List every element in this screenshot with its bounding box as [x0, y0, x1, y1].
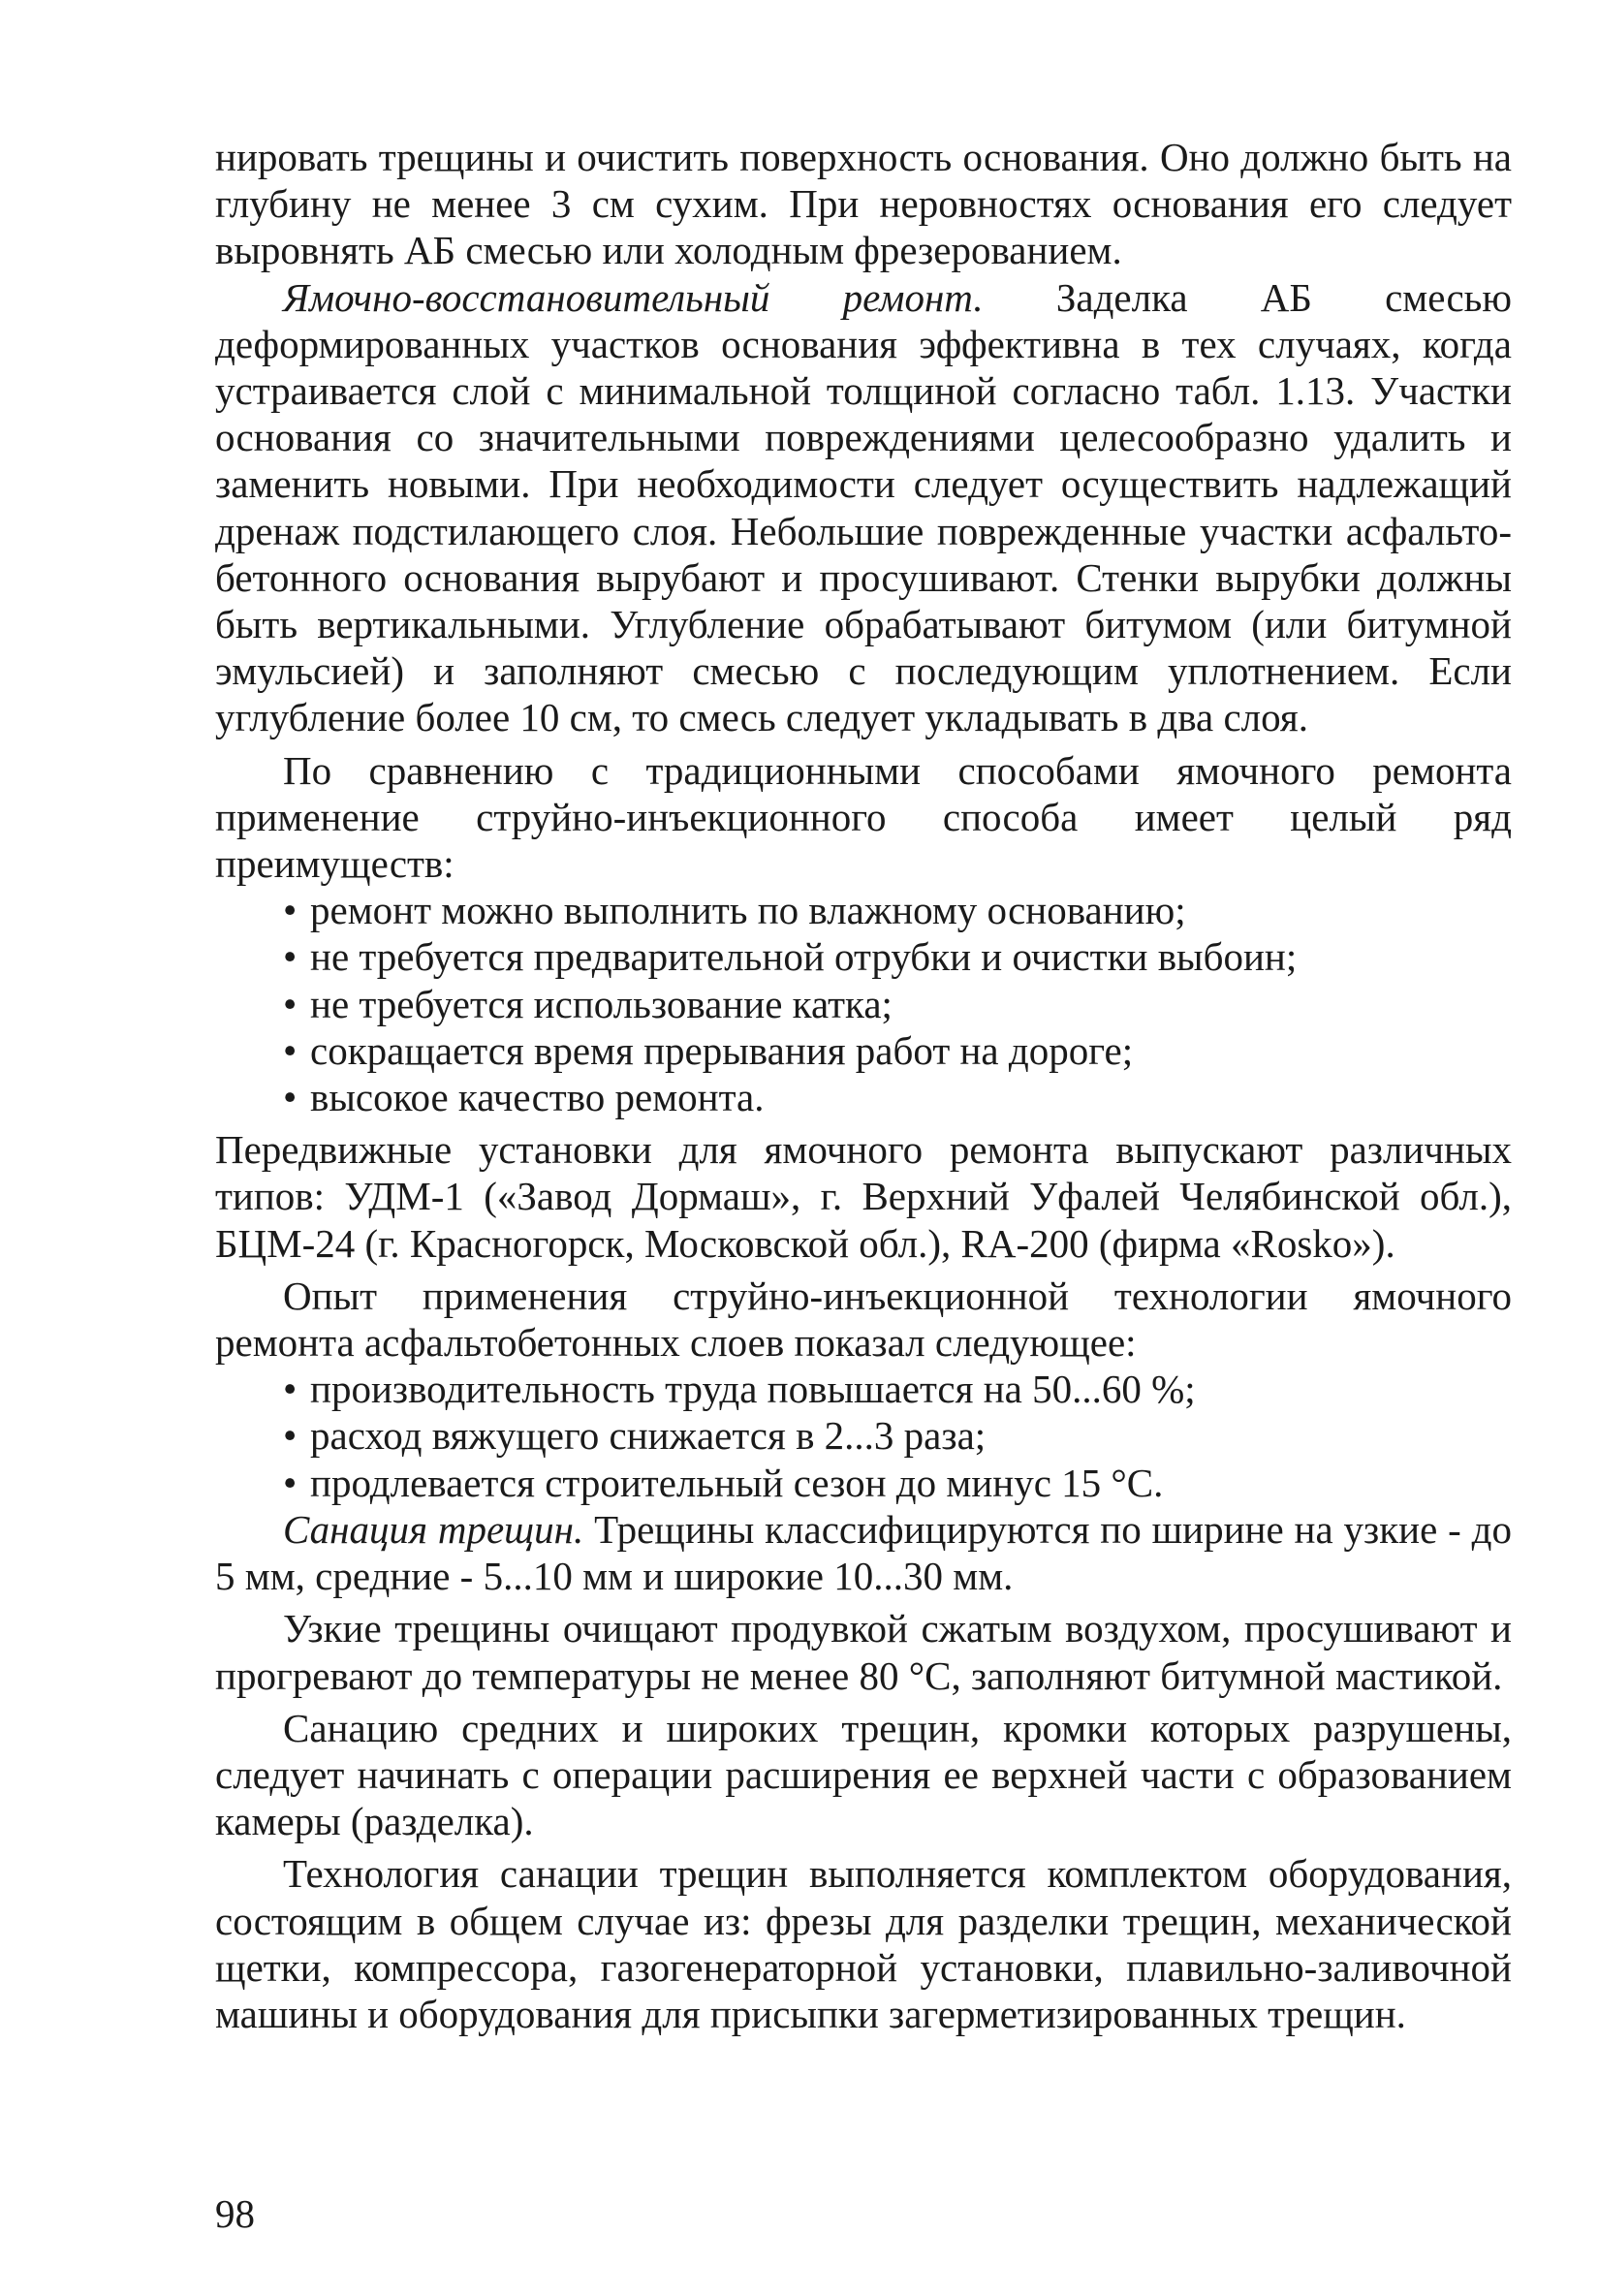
bullet-icon: • — [283, 934, 298, 980]
results-list — [215, 1366, 1512, 1506]
list-item — [215, 1412, 1512, 1459]
list-item — [215, 933, 1512, 980]
bullet-icon: • — [283, 1460, 298, 1505]
paragraph-pothole-repair — [215, 274, 1512, 741]
list-item-text: продлевается строительный сезон до минус 15 °С. — [310, 1460, 1164, 1505]
bullet-icon: • — [283, 1075, 298, 1120]
paragraph-pothole-repair-text: Заделка АБ смесью деформированных участков основания эффективна в тех случаях, когда устраивается слой с минимальной толщиной согласно табл. 1.13. Участки основания со значительными повреждениями целесообразно удалить и заменить новыми. При необходимости следует осуществить надлежащий дренаж подстилающего слоя. Небольшие поврежденные участки асфальто-бетонного основания вырубают и просушивают. Стенки вырубки должны быть вертикальными. Углубление обрабатывают битумом (или битумной эмульсией) и заполняют смесью с последующим уплотнением. Если углубление более 10 см, то смесь следует укладывать в два слоя. — [215, 274, 1512, 740]
bullet-icon: • — [283, 888, 298, 933]
list-item-text: высокое качество ремонта. — [310, 1075, 765, 1120]
bullet-icon: • — [283, 1367, 298, 1412]
paragraph-advantages-intro: По сравнению с традиционными способами ямочного ремонта применение струйно-инъекционного способа имеет целый ряд преимуществ: — [215, 747, 1512, 887]
paragraph-experience: Опыт применения струйно-инъекционной технологии ямочного ремонта асфальтобетонных слоев показал следующее: — [215, 1273, 1512, 1366]
paragraph-crack-sealing — [215, 1506, 1512, 1599]
list-item-text: расход вяжущего снижается в 2...3 раза; — [310, 1413, 987, 1459]
list-item-text: не требуется использование катка; — [310, 981, 893, 1026]
paragraph-wide-cracks: Санацию средних и широких трещин, кромки которых разрушены, следует начинать с операции расширения ее верхней части с образованием камеры (разделка). — [215, 1705, 1512, 1844]
section-title-pothole-repair: Ямочно-восстановительный ремонт. — [283, 274, 984, 320]
section-title-crack-sealing: Санация трещин. — [283, 1506, 584, 1552]
list-item — [215, 981, 1512, 1027]
list-item-text: не требуется предварительной отрубки и очистки выбоин; — [310, 934, 1298, 980]
list-item — [215, 1074, 1512, 1120]
bullet-icon: • — [283, 981, 298, 1026]
paragraph-narrow-cracks: Узкие трещины очищают продувкой сжатым воздухом, просушивают и прогревают до температуры не менее 80 °С, заполняют битумной мастикой. — [215, 1606, 1512, 1698]
list-item-text: производительность труда повышается на 50...60 %; — [310, 1367, 1196, 1412]
list-item — [215, 1460, 1512, 1506]
bullet-icon: • — [283, 1027, 298, 1073]
paragraph-mobile-units: Передвижные установки для ямочного ремонта выпускают различных типов: УДМ-1 («Завод Дормаш», г. Верхний Уфалей Челябинской обл.), БЦМ-24 (г. Красногорск, Московской обл.), RA-200 (фирма «Rosko»). — [215, 1127, 1512, 1266]
list-item — [215, 1366, 1512, 1412]
list-item — [215, 887, 1512, 933]
advantages-list — [215, 887, 1512, 1120]
page-number: 98 — [215, 2191, 255, 2236]
page-body — [215, 134, 1512, 2037]
list-item-text: сокращается время прерывания работ на дороге; — [310, 1027, 1134, 1073]
list-item — [215, 1027, 1512, 1074]
paragraph-equipment: Технология санации трещин выполняется комплектом оборудования, состоящим в общем случае из: фрезы для разделки трещин, механической щетки, компрессора, газогенераторной установки, плавильно-заливочной машины и оборудования для присыпки загерметизированных трещин. — [215, 1851, 1512, 2036]
list-item-text: ремонт можно выполнить по влажному основанию; — [310, 888, 1186, 933]
bullet-icon: • — [283, 1413, 298, 1459]
paragraph-crack-sealing-text: Трещины классифицируются по ширине на узкие - до 5 мм, средние - 5...10 мм и широкие 10...30 мм. — [215, 1506, 1513, 1599]
paragraph-intro: нировать трещины и очистить поверхность основания. Оно должно быть на глубину не менее 3 см сухим. При неровностях основания его следует выровнять АБ смесью или холодным фрезерованием. — [215, 135, 1512, 273]
